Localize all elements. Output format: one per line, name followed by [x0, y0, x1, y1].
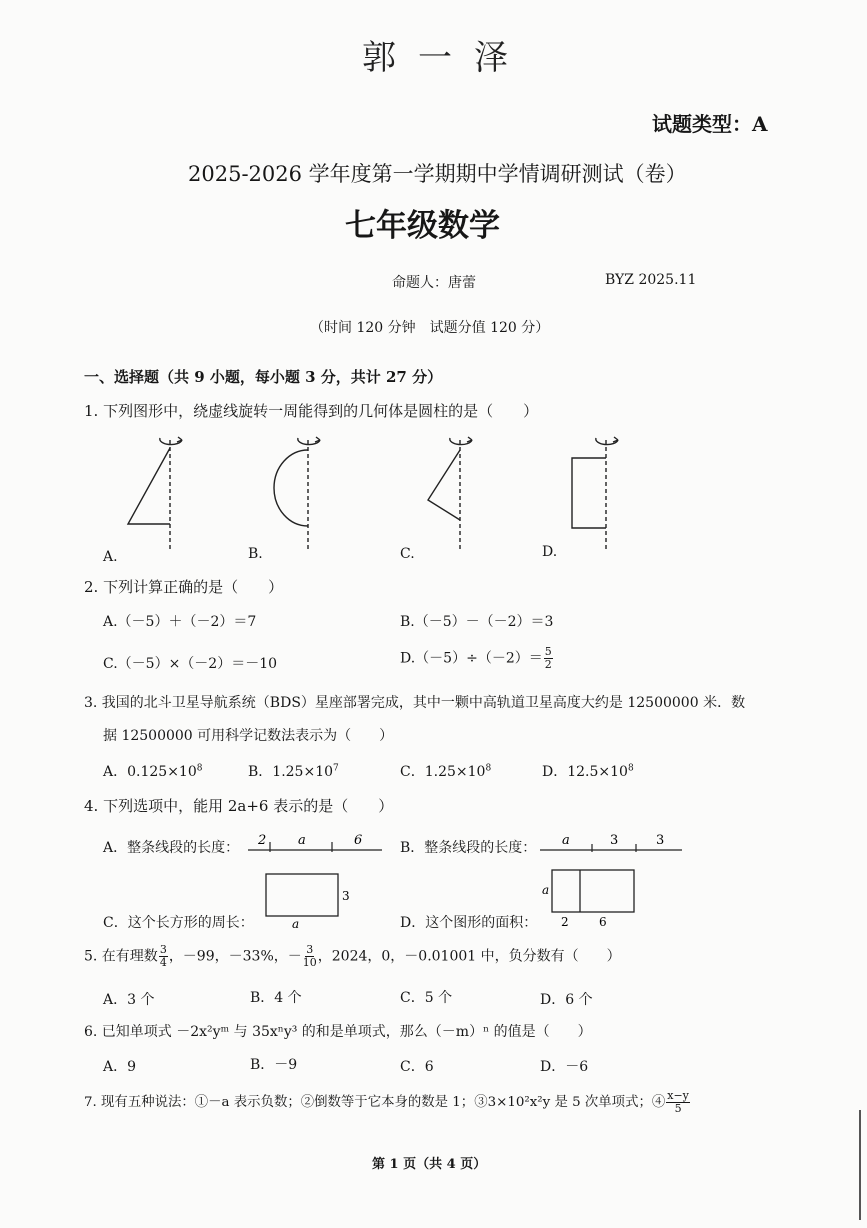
- q4-rect-c-side: 3: [342, 889, 350, 903]
- q5-option-d: D．6 个: [540, 992, 593, 1008]
- q5-f1-den: 4: [159, 956, 167, 969]
- q5-post: ，2024，0，－0.01001 中，负分数有（ ）: [317, 948, 621, 965]
- q4-option-a: A．整条线段的长度：: [103, 840, 240, 856]
- q4-segment-a: [246, 828, 386, 858]
- q4-option-c: C．这个长方形的周长：: [103, 915, 254, 931]
- q1-option-b: B.: [248, 546, 263, 562]
- q4-segment-b: [538, 828, 688, 858]
- handwritten-name: 郭一泽: [362, 38, 530, 78]
- q1-option-a: A.: [103, 549, 118, 565]
- q4-rect-d-side: a: [542, 883, 550, 897]
- q2-fraction: [544, 646, 553, 671]
- q7-stem: 7. 现有五种说法：①－a 表示负数；②倒数等于它本身的数是 1；③3×10²x²y 是 5 次单项式；④: [84, 1095, 666, 1110]
- q1-figures: [110, 428, 670, 558]
- q5-fraction-2: [303, 944, 317, 969]
- page-footer: 第 1 页（共 4 页）: [372, 1157, 487, 1172]
- q7-stem-row: [84, 1090, 691, 1115]
- q3-option-c: [400, 761, 491, 781]
- q4-seg-a-label-2: a: [298, 833, 306, 848]
- q6-stem: 6. 已知单项式 －2x²yᵐ 与 35xⁿy³ 的和是单项式，那么（－m）ⁿ 的值是（ ）: [84, 1024, 592, 1040]
- q7-f-num: x−y: [667, 1089, 689, 1102]
- scan-edge-line: [859, 1110, 861, 1220]
- q2-fraction-num: 5: [544, 645, 552, 658]
- q5-stem: [84, 944, 621, 969]
- q3-line1: 3. 我国的北斗卫星导航系统（BDS）星座部署完成，其中一颗中高轨道卫星高度大约是 12500000 米．数: [84, 695, 746, 711]
- q2-option-c: C.（－5）×（－2）＝－10: [103, 656, 278, 672]
- q5-f2-num: 3: [306, 943, 314, 956]
- q3-option-b: [248, 761, 339, 781]
- section-heading: 一、选择题（共 9 小题，每小题 3 分，共计 27 分）: [84, 368, 443, 386]
- q4-option-d: D．这个图形的面积：: [400, 915, 538, 931]
- figure-d: [572, 437, 618, 552]
- q5-f2-den: 10: [302, 956, 317, 969]
- q4-seg-b-label-3: 3: [656, 833, 665, 848]
- q5-f1-num: 3: [159, 943, 167, 956]
- paper-type: 试题类型：A: [652, 112, 768, 136]
- q5-pre: 5. 在有理数: [84, 948, 158, 965]
- q4-seg-b-label-2: 3: [610, 833, 619, 848]
- exam-title: 2025-2026 学年度第一学期期中学情调研测试（卷）: [188, 162, 687, 186]
- q7-f-den: 5: [674, 1102, 682, 1115]
- q5-option-a: A．3 个: [103, 992, 155, 1008]
- q4-stem: 4. 下列选项中，能用 2a+6 表示的是（ ）: [84, 797, 394, 815]
- q1-option-c: C.: [400, 546, 415, 562]
- q7-fraction: [666, 1090, 690, 1115]
- q2-option-d: [400, 646, 554, 671]
- q3-c-text: C．1.25×10: [400, 764, 486, 780]
- q3-b-exp: 7: [333, 763, 339, 774]
- q5-fraction-1: [159, 944, 168, 969]
- q3-option-a: [103, 761, 202, 781]
- q1-option-d: D.: [542, 544, 558, 560]
- q2-option-a: A.（－5）＋（－2）＝7: [103, 614, 257, 630]
- q5-option-c: C．5 个: [400, 990, 453, 1006]
- q2-option-d-text: D.（－5）÷（－2）＝: [400, 650, 543, 667]
- time-info: （时间 120 分钟 试题分值 120 分）: [310, 320, 550, 336]
- q5-mid: ，－99，－33%，－: [168, 948, 302, 965]
- q4-rect-c: [262, 870, 362, 932]
- q4-rect-d: [540, 866, 650, 930]
- subject-title: 七年级数学: [345, 208, 500, 244]
- exam-code: BYZ 2025.11: [605, 272, 697, 288]
- q3-line2: 据 12500000 可用科学记数法表示为（ ）: [103, 728, 394, 744]
- q3-d-text: D．12.5×10: [542, 764, 628, 780]
- q6-option-d: D．－6: [540, 1059, 589, 1075]
- q3-option-d: [542, 761, 634, 781]
- q1-stem: 1. 下列图形中，绕虚线旋转一周能得到的几何体是圆柱的是（ ）: [84, 402, 539, 420]
- figure-b: [274, 437, 320, 552]
- q4-option-b: B．整条线段的长度：: [400, 840, 537, 856]
- q5-option-b: B．4 个: [250, 990, 302, 1006]
- q3-c-exp: 8: [485, 763, 492, 774]
- q2-option-b: B.（－5）－（－2）＝3: [400, 614, 554, 630]
- q4-seg-b-label-1: a: [562, 833, 570, 848]
- q4-rect-d-bottom-2: 6: [599, 915, 607, 929]
- q2-stem: 2. 下列计算正确的是（ ）: [84, 578, 284, 596]
- q4-rect-c-bottom: a: [292, 917, 300, 931]
- figure-a: [128, 437, 182, 552]
- q3-d-exp: 8: [627, 763, 634, 774]
- q3-a-exp: 8: [196, 763, 203, 774]
- q4-seg-a-label-3: 6: [354, 833, 363, 848]
- q2-fraction-den: 2: [544, 658, 552, 671]
- q6-option-c: C．6: [400, 1059, 434, 1075]
- q6-option-b: B．－9: [250, 1057, 298, 1073]
- q3-a-text: A．0.125×10: [103, 764, 197, 780]
- q4-seg-a-label-1: 2: [258, 833, 267, 848]
- figure-c: [428, 437, 472, 552]
- author: 命题人：唐蕾: [392, 275, 476, 291]
- q4-rect-d-bottom-1: 2: [561, 915, 569, 929]
- q3-b-text: B．1.25×10: [248, 764, 334, 780]
- q6-option-a: A．9: [103, 1059, 137, 1075]
